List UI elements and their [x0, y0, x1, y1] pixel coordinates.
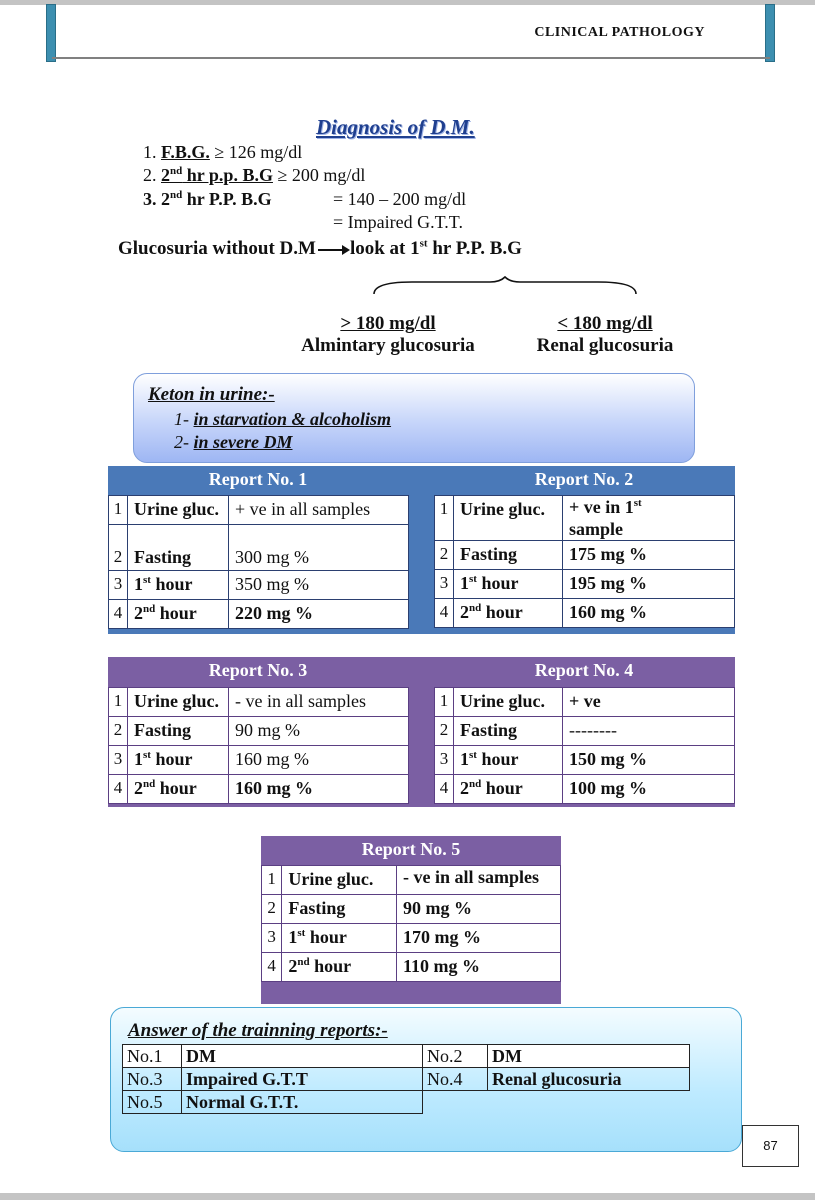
diagnosis-item-3 [143, 189, 272, 210]
header-rule [52, 57, 770, 59]
item-number: 1. [143, 142, 157, 162]
item-value: ≥ 126 mg/dl [209, 142, 303, 162]
diagnosis-item-3-value: = 140 – 200 mg/dl [333, 189, 467, 209]
branch-label: Renal glucosuria [536, 335, 674, 356]
glucosuria-line: Glucosuria without D.M look at 1st hr P.P. B.G [118, 237, 522, 259]
table-row: 4 2nd hour 160 mg % [109, 775, 409, 804]
report-2-title: Report No. 2 [534, 469, 634, 489]
page-number: 87 [742, 1125, 799, 1167]
report-5-title: Report No. 5 [361, 839, 461, 859]
item-number: 2. [143, 165, 157, 185]
arrow-right-icon [318, 249, 348, 251]
diagnosis-item-1 [143, 142, 302, 163]
item-label: F.B.G. [161, 142, 210, 162]
branch-renal [522, 313, 688, 357]
table-row: 3 1st hour 350 mg % [109, 571, 409, 600]
table-row: 4 2nd hour 110 mg % [262, 953, 561, 982]
table-row: No.3 Impaired G.T.T No.4 Renal glucosuria [123, 1068, 690, 1091]
branch-value: < 180 mg/dl [557, 313, 653, 334]
table-row: No.1 DM No.2 DM [123, 1045, 690, 1068]
table-row: 2 Fasting 90 mg % [109, 717, 409, 746]
report-3-title: Report No. 3 [208, 660, 308, 680]
item-label: 2nd hr P.P. B.G [161, 189, 272, 209]
diagnosis-item-3-value-2: = Impaired G.T.T. [333, 212, 463, 232]
item-label: 2nd hr p.p. B.G [161, 165, 273, 185]
report-2-table [434, 495, 735, 628]
table-row: 3 1st hour 170 mg % [262, 924, 561, 953]
table-row: 4 2nd hour 220 mg % [109, 600, 409, 629]
keton-item-2: 2- in severe DM [174, 432, 293, 452]
branch-value: > 180 mg/dl [340, 313, 436, 334]
table-row: 2 Fasting -------- [435, 717, 735, 746]
table-row: 4 2nd hour 100 mg % [435, 775, 735, 804]
diagnosis-item-2 [143, 165, 365, 186]
glucosuria-text: Glucosuria without D.M [118, 238, 316, 259]
table-row: 4 2nd hour 160 mg % [435, 599, 735, 628]
report-1-table [108, 495, 409, 629]
report-5-table [261, 865, 561, 982]
branch-label: Almintary glucosuria [301, 335, 475, 356]
header-left-bar [46, 4, 56, 62]
header-title: CLINICAL PATHOLOGY [534, 25, 705, 40]
report-4-table [434, 687, 735, 804]
answers-title: Answer of the trainning reports:- [128, 1020, 388, 1041]
table-row: 1 Urine gluc. + ve in all samples [109, 496, 409, 525]
report-3-table [108, 687, 409, 804]
table-row: 3 1st hour 150 mg % [435, 746, 735, 775]
table-row: 3 1st hour 195 mg % [435, 570, 735, 599]
table-row: 1 Urine gluc. - ve in all samples [262, 866, 561, 895]
header-right-bar [765, 4, 775, 62]
keton-box [133, 373, 695, 463]
table-row: 1 Urine gluc. + ve in 1st sample [435, 496, 735, 541]
table-row: 2 Fasting 300 mg % [109, 525, 409, 571]
table-row: 1 Urine gluc. + ve [435, 688, 735, 717]
keton-item-1: 1- in starvation & alcoholism [174, 409, 392, 429]
keton-title: Keton in urine:- [148, 384, 275, 405]
item-value: ≥ 200 mg/dl [272, 165, 366, 185]
diagnosis-title: Diagnosis of D.M. [316, 115, 475, 139]
top-border [0, 0, 815, 5]
brace-icon [372, 276, 638, 296]
table-row: 2 Fasting 90 mg % [262, 895, 561, 924]
table-row: 3 1st hour 160 mg % [109, 746, 409, 775]
report-1-title: Report No. 1 [208, 469, 308, 489]
bottom-border [0, 1193, 815, 1200]
item-number: 3. [143, 189, 157, 209]
table-row: 2 Fasting 175 mg % [435, 541, 735, 570]
branch-alimentary [290, 313, 486, 357]
table-row: 1 Urine gluc. - ve in all samples [109, 688, 409, 717]
table-row: No.5 Normal G.T.T. [123, 1091, 690, 1114]
answers-table [122, 1044, 690, 1114]
report-4-title: Report No. 4 [534, 660, 634, 680]
